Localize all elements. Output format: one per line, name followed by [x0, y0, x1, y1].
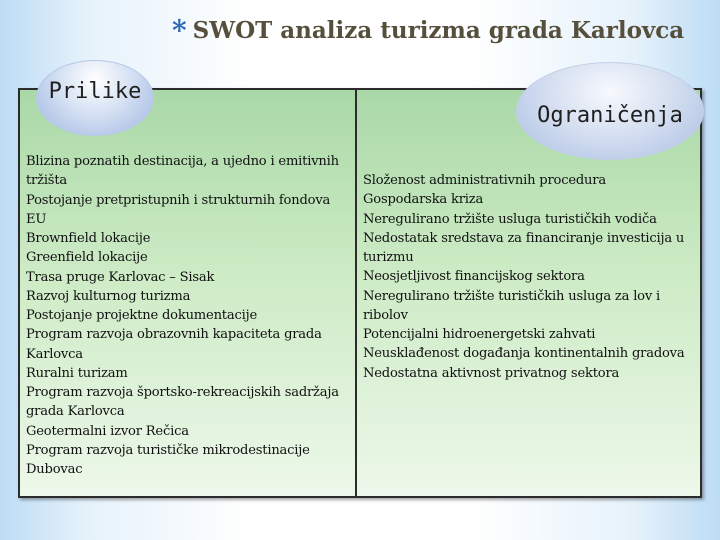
ogranicenja-column [363, 171, 697, 383]
list-item: Geotermalni izvor Rečica [26, 423, 189, 439]
list-item: Ruralni turizam [26, 365, 128, 381]
prilike-header-label: Prilike [48, 79, 142, 104]
list-item: Nedostatak sredstava za financiranje investicija u turizmu [363, 230, 685, 265]
list-item: Postojanje projektne dokumentacije [26, 308, 257, 323]
list-item: Blizina poznatih destinacija, a ujedno i emitivnih tržišta [26, 154, 339, 189]
list-item: Potencijalni hidroenergetski zahvati [363, 327, 596, 342]
list-item: Složenost administrativnih procedura [363, 173, 606, 188]
list-item: Postojanje pretpristupnih i strukturnih fondova EU [26, 192, 331, 227]
list-item: Nedostatna aktivnost privatnog sektora [363, 365, 620, 381]
title-star-marker: * [172, 14, 187, 47]
list-item: Razvoj kulturnog turizma [26, 288, 191, 304]
slide-title [172, 12, 712, 52]
list-item: Gospodarska kriza [363, 192, 484, 208]
column-divider [355, 90, 357, 496]
ogranicenja-header-oval [516, 62, 704, 160]
list-item: Neregulirano tržište usluga turističkih vodiča [363, 211, 657, 227]
list-item: Neregulirano tržište turističkih usluga za lov i ribolov [363, 288, 661, 323]
title-text: SWOT analiza turizma grada Karlovca [192, 17, 685, 44]
list-item: Program razvoja turističke mikrodestinacije Dubovac [26, 442, 310, 477]
list-item: Trasa pruge Karlovac – Sisak [26, 269, 215, 285]
list-item: Neosjetljivost financijskog sektora [363, 269, 585, 285]
list-item: Program razvoja obrazovnih kapaciteta grada Karlovca [26, 327, 322, 362]
prilike-header-oval [36, 60, 154, 136]
list-item: Brownfield lokacije [26, 231, 151, 246]
list-item: Program razvoja športsko-rekreacijskih sadržaja grada Karlovca [26, 385, 339, 420]
list-item: Greenfield lokacije [26, 250, 148, 266]
list-item: Neusklađenost događanja kontinentalnih gradova [363, 346, 685, 362]
ogranicenja-header-label: Ograničenja [537, 102, 683, 128]
prilike-column [26, 152, 352, 479]
